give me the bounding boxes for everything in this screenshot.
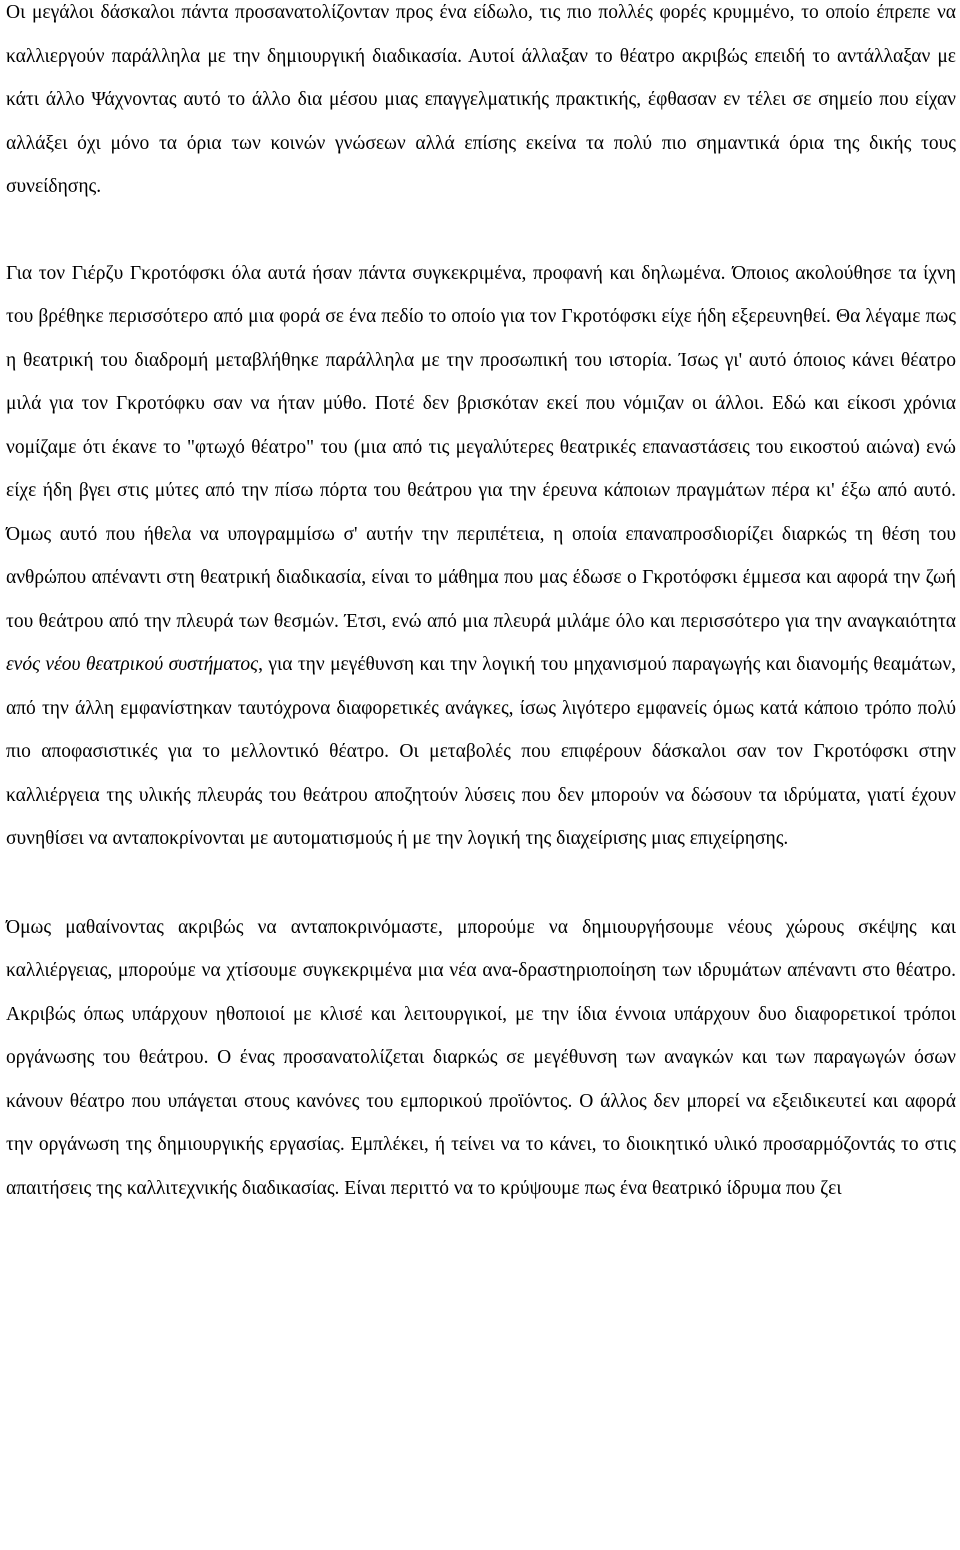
document-page (6, 0, 956, 1210)
paragraph-3: Όμως μαθαίνοντας ακριβώς να ανταποκρινόμαστε, μπορούμε να δημιουργήσουμε νέους χώρους σκέψης και καλλιέργειας, μπορούμε να χτίσουμε συγκεκριμένα μια νέα ανα-δραστηριοποίηση των ιδρυμάτων απέναντι στο θέατρο. Ακριβώς όπως υπάρχουν ηθοποιοί με κλισέ και λειτουργικοί, με την ίδια έννοια υπάρχουν δυο διαφορετικοί τρόποι οργάνωσης του θεάτρου. Ο ένας προσανατολίζεται διαρκώς σε μεγέθυνση των αναγκών και των παραγωγών όσων κάνουν θέατρο που υπάγεται στους κανόνες του εμπορικού προϊόντος. Ο άλλος δεν μπορεί να εξειδικευτεί και αφορά την οργάνωση της δημιουργικής εργασίας. Εμπλέκει, ή τείνει να το κάνει, το διοικητικό υλικό προσαρμόζοντάς το στις απαιτήσεις της καλλιτεχνικής διαδικασίας. Είναι περιττό να το κρύψουμε πως ένα θεατρικό ίδρυμα που ζει (6, 916, 956, 1199)
paragraph-2-text-end: , για την μεγέθυνση και την λογική του μηχανισμού παραγωγής και διανομής θεαμάτων, από την άλλη εμφανίστηκαν ταυτόχρονα διαφορετικές ανάγκες, ίσως λιγότερο εμφανείς όμως κατά κάποιο τρόπο πολύ πιο αποφασιστικές για το μελλοντικό θέατρο. Οι μεταβολές που επιφέρουν δάσκαλοι σαν τον Γκροτόφσκι στην καλλιέργεια της υλικής πλευράς του θεάτρου αποζητούν λύσεις που δεν μπορούν να δώσουν τα ιδρύματα, γιατί έχουν συνηθίσει να ανταποκρίνονται με αυτοματισμούς ή με την λογική της διαχείρισης μιας επιχείρησης. (6, 654, 957, 849)
paragraph-1: Οι μεγάλοι δάσκαλοι πάντα προσανατολίζονταν προς ένα είδωλο, τις πιο πολλές φορές κρυμμένο, το οποίο έπρεπε να καλλιεργούν παράλληλα με την δημιουργική διαδικασία. Αυτοί άλλαξαν το θέατρο ακριβώς επειδή το αντάλλαξαν με κάτι άλλο Ψάχνοντας αυτό το άλλο δια μέσου μιας επαγγελματικής πρακτικής, έφθασαν εν τέλει σε σημείο που είχαν αλλάξει όχι μόνο τα όρια των κοινών γνώσεων αλλά επίσης εκείνα τα πολύ πιο σημαντικά όρια της δικής τους συνείδησης. (6, 2, 956, 197)
paragraph-2-italic-phrase: ενός νέου θεατρικού συστήματος (6, 654, 259, 675)
paragraph-2 (6, 252, 956, 861)
paragraph-2-text-start: Για τον Γιέρζυ Γκροτόφσκι όλα αυτά ήσαν πάντα συγκεκριμένα, προφανή και δηλωμένα. Όποιος ακολούθησε τα ίχνη του βρέθηκε περισσότερο από μια φορά σε ένα πεδίο το οποίο για τον Γκροτόφσκι είχε ήδη εξερευνηθεί. Θα λέγαμε πως η θεατρική του διαδρομή μεταβλήθηκε παράλληλα με την προσωπική του ιστορία. Ίσως γι' αυτό όποιος κάνει θέατρο μιλά για τον Γκροτόφκυ σαν να ήταν μύθο. Ποτέ δεν βρισκόταν εκεί που νόμιζαν οι άλλοι. Εδώ και είκοσι χρόνια νομίζαμε ότι έκανε το "φτωχό θέατρο" του (μια από τις μεγαλύτερες θεατρικές επαναστάσεις του εικοστού αιώνα) ενώ είχε ήδη βγει στις μύτες από την πίσω πόρτα του θεάτρου για την έρευνα κάποιων πραγμάτων πέρα κι' έξω από αυτό. Όμως αυτό που ήθελα να υπογραμμίσω σ' αυτήν την περιπέτεια, η οποία επαναπροσδιορίζει διαρκώς τη θέση του ανθρώπου απέναντι στη θεατρική διαδικασία, είναι το μάθημα που μας έδωσε ο Γκροτόφσκι έμμεσα και αφορά την ζωή του θεάτρου από την πλευρά των θεσμών. Έτσι, ενώ από μια πλευρά μιλάμε όλο και περισσότερο για την αναγκαιότητα (6, 262, 956, 632)
